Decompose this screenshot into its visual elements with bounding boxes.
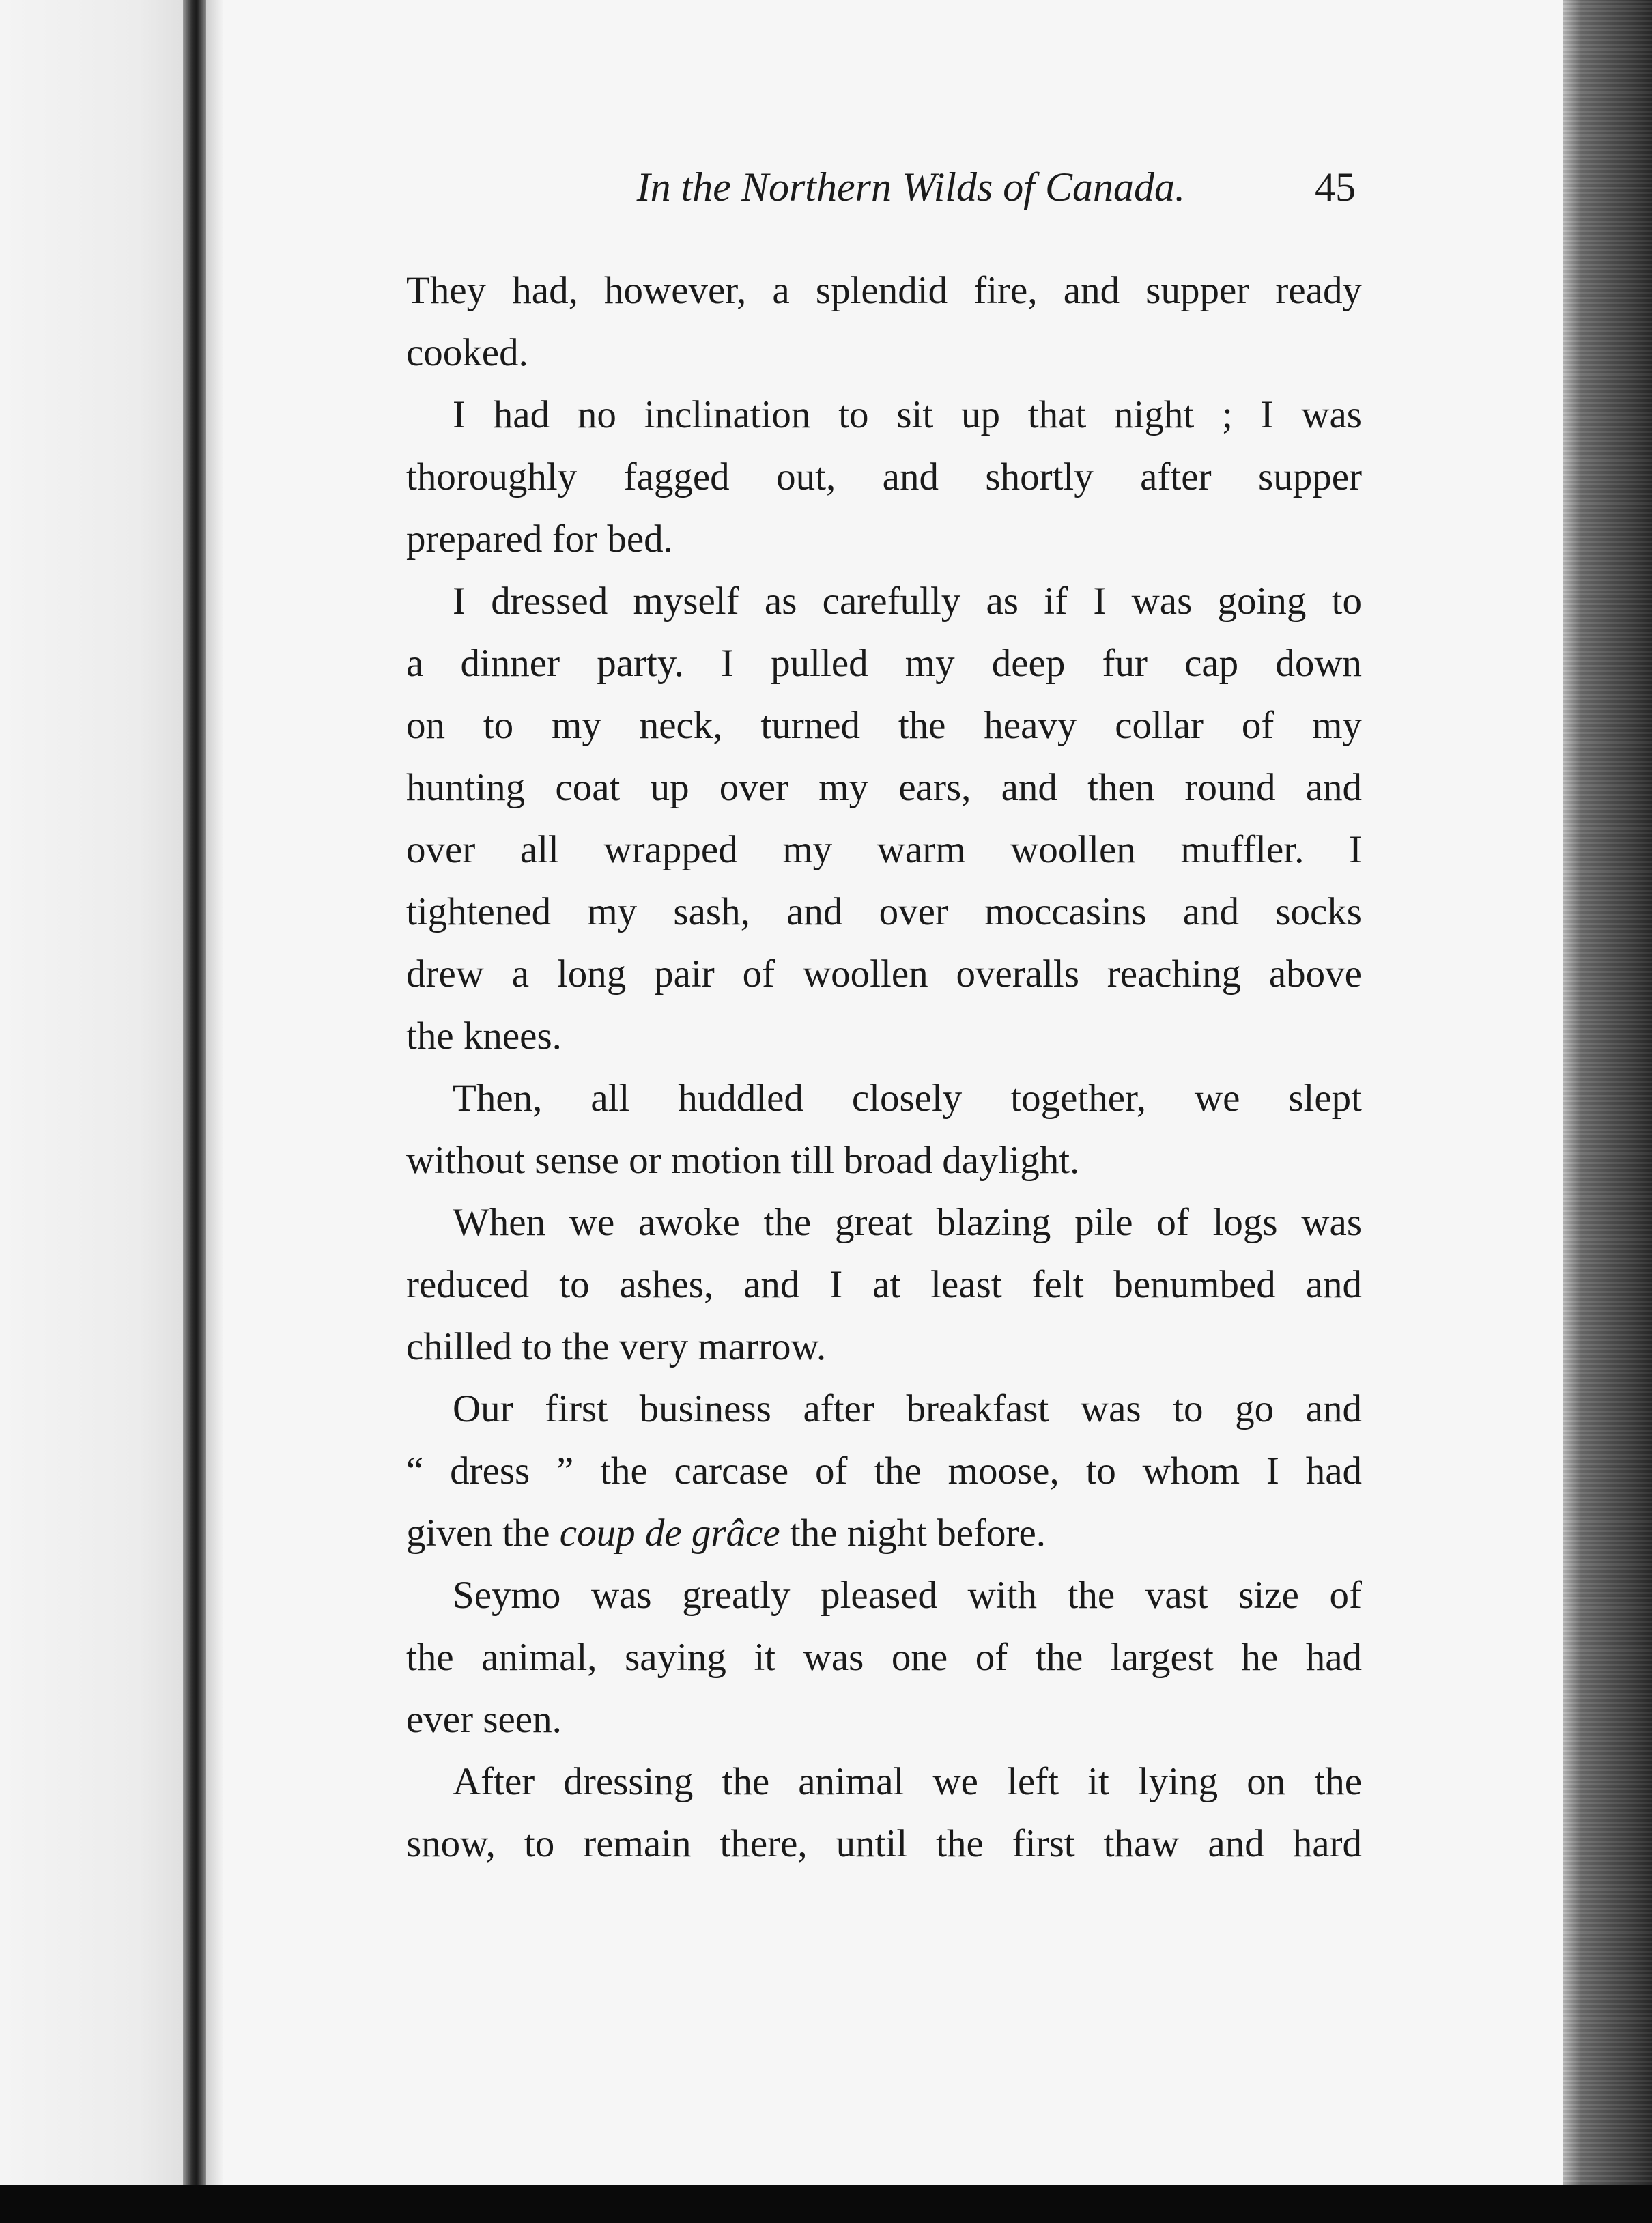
body-text bbox=[406, 259, 1362, 1875]
text-line: thoroughly fagged out, and shortly after supper bbox=[406, 455, 1362, 498]
page-binding-shadow bbox=[183, 0, 206, 2185]
italic-phrase: coup de grâce bbox=[559, 1512, 780, 1555]
text-segment: given the bbox=[406, 1512, 560, 1555]
text-line: reduced to ashes, and I at least felt benumbed and bbox=[406, 1263, 1362, 1306]
scan-border-bottom bbox=[0, 2185, 1652, 2223]
text-line bbox=[406, 1502, 1362, 1564]
text-line: the knees. bbox=[406, 1015, 562, 1058]
text-line: on to my neck, turned the heavy collar of my bbox=[406, 704, 1362, 747]
book-edge-right bbox=[1563, 0, 1652, 2192]
text-line: Seymo was greatly pleased with the vast size of bbox=[453, 1574, 1362, 1617]
facing-page-left bbox=[0, 0, 198, 2185]
text-line: the animal, saying it was one of the largest he had bbox=[406, 1636, 1362, 1679]
paragraph bbox=[406, 384, 1362, 570]
text-line: I dressed myself as carefully as if I was going to bbox=[453, 580, 1362, 623]
page-gutter bbox=[206, 0, 223, 2185]
text-line: chilled to the very marrow. bbox=[406, 1325, 827, 1368]
paragraph bbox=[406, 1191, 1362, 1378]
text-line: cooked. bbox=[406, 331, 528, 374]
paragraph bbox=[406, 570, 1362, 1067]
text-line: drew a long pair of woollen overalls reaching above bbox=[406, 952, 1362, 995]
page-header bbox=[223, 164, 1356, 232]
text-line: tightened my sash, and over moccasins and socks bbox=[406, 890, 1362, 933]
text-line: When we awoke the great blazing pile of logs was bbox=[453, 1201, 1362, 1244]
text-line: “ dress ” the carcase of the moose, to whom I had bbox=[406, 1449, 1362, 1492]
text-line: I had no inclination to sit up that night ; I was bbox=[453, 393, 1362, 436]
text-line: snow, to remain there, until the first thaw and hard bbox=[406, 1822, 1362, 1865]
paragraph bbox=[406, 1378, 1362, 1564]
paragraph bbox=[406, 259, 1362, 384]
text-line: After dressing the animal we left it lying on the bbox=[453, 1760, 1362, 1803]
text-line: over all wrapped my warm woollen muffler. I bbox=[406, 828, 1362, 871]
text-line: ever seen. bbox=[406, 1698, 562, 1741]
text-line: Our first business after breakfast was to go and bbox=[453, 1387, 1362, 1430]
text-line: prepared for bed. bbox=[406, 518, 673, 561]
paragraph bbox=[406, 1751, 1362, 1875]
text-line: They had, however, a splendid fire, and supper ready bbox=[406, 269, 1362, 312]
text-line: Then, all huddled closely together, we slept bbox=[453, 1077, 1362, 1120]
text-line: hunting coat up over my ears, and then round and bbox=[406, 766, 1362, 809]
page-number: 45 bbox=[1315, 165, 1356, 210]
running-title: In the Northern Wilds of Canada. bbox=[636, 165, 1185, 210]
text-line: without sense or motion till broad daylight. bbox=[406, 1139, 1080, 1182]
text-line: a dinner party. I pulled my deep fur cap down bbox=[406, 642, 1362, 685]
text-segment: the night before. bbox=[780, 1512, 1046, 1555]
paragraph bbox=[406, 1067, 1362, 1191]
paragraph bbox=[406, 1564, 1362, 1751]
